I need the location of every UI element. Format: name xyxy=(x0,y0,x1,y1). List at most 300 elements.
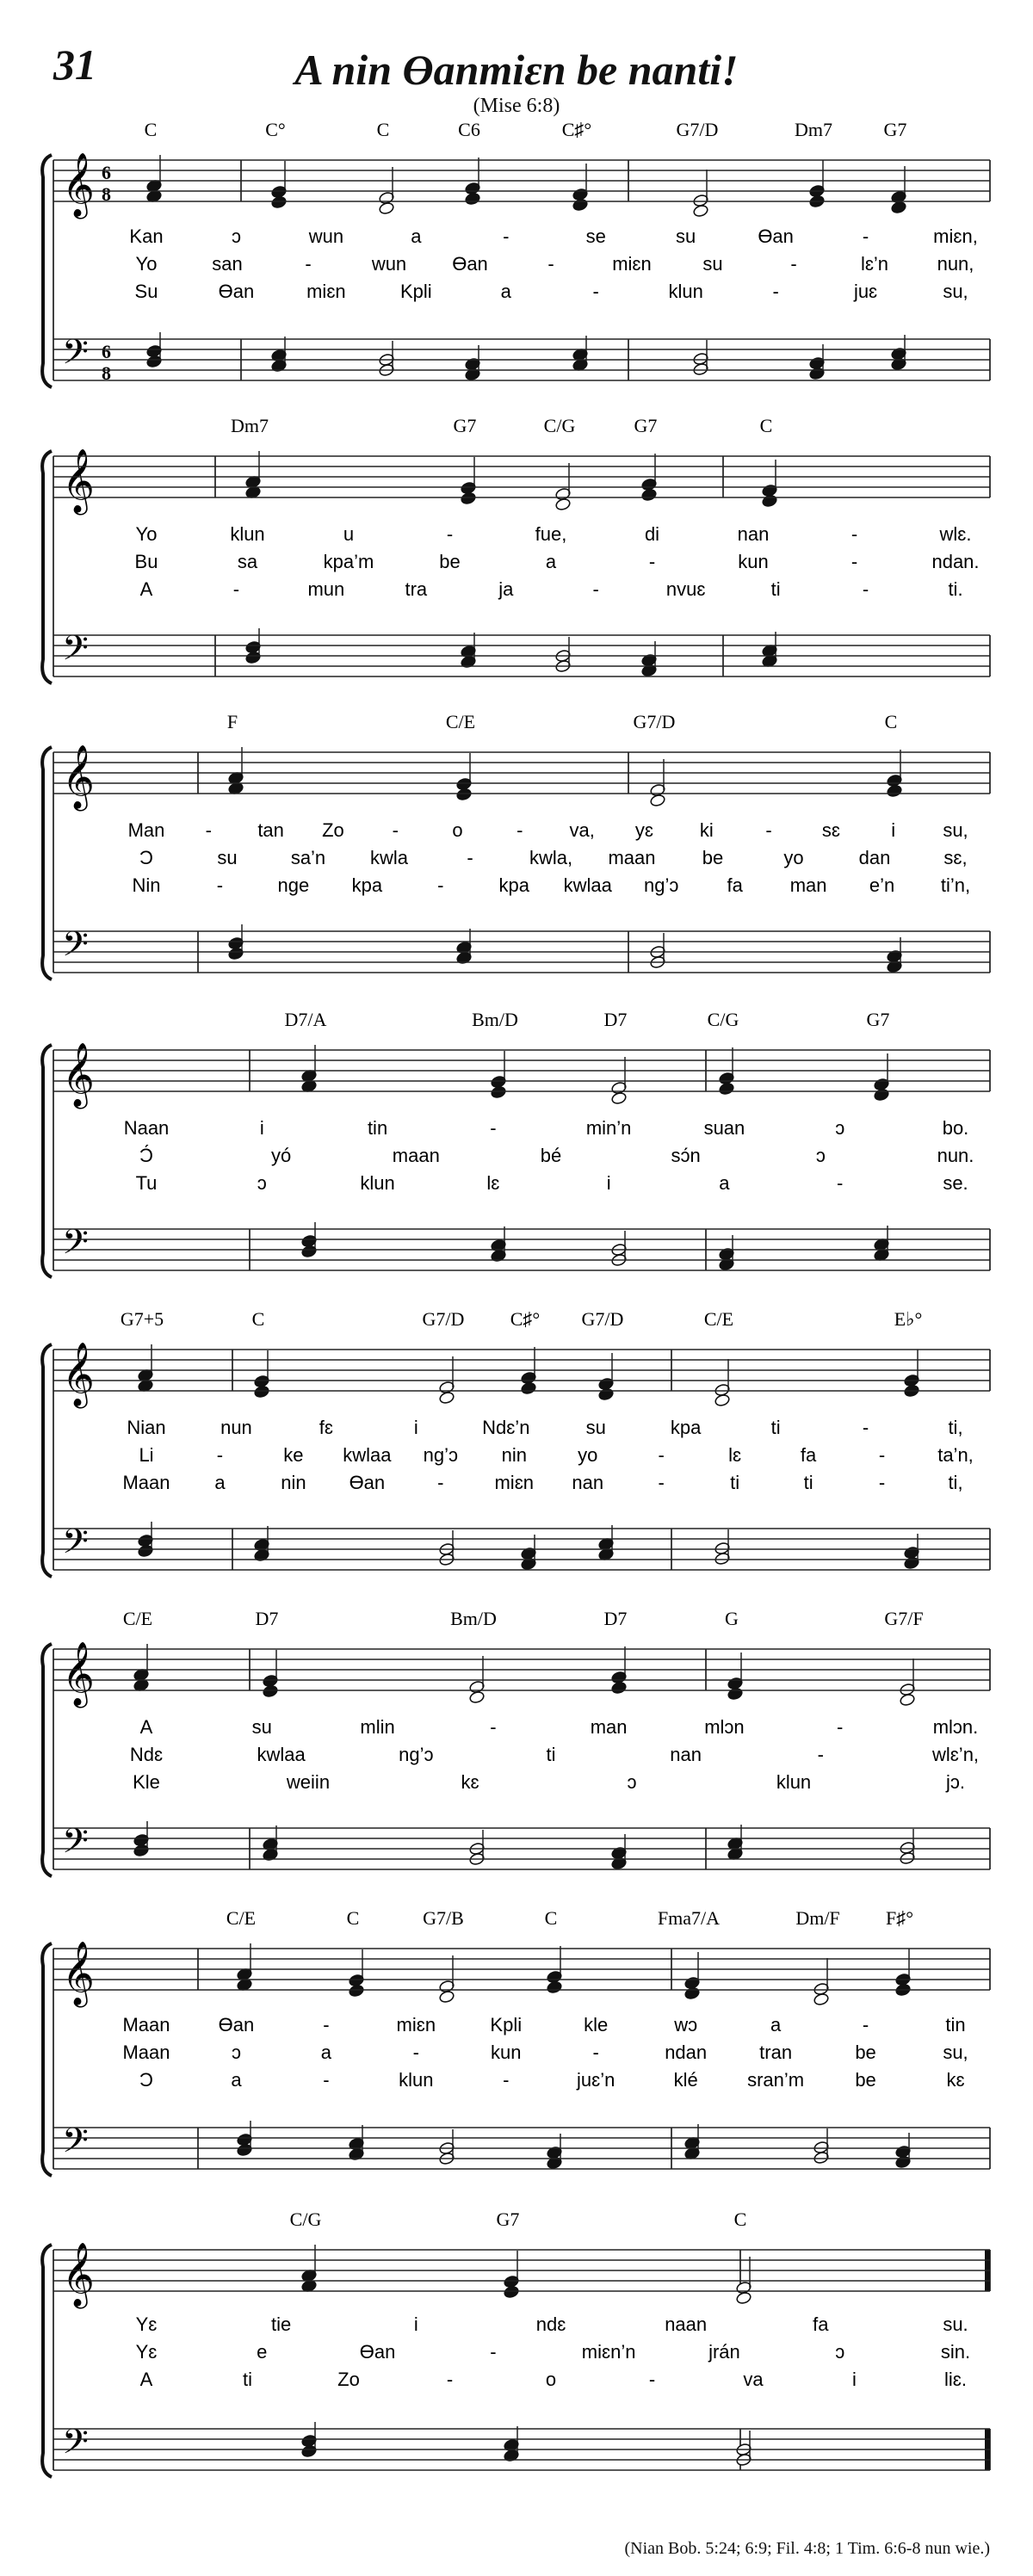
lyric-syllable: - xyxy=(851,551,858,572)
chord-symbol: E♭° xyxy=(894,1308,923,1330)
lyric-syllable: bé xyxy=(540,1145,562,1166)
system-7 xyxy=(42,1907,990,2176)
lyric-syllable: - xyxy=(817,1744,824,1765)
lyric-syllable: a xyxy=(719,1172,730,1194)
lyric-syllable: ja xyxy=(498,578,514,600)
lyric-syllable: kpa xyxy=(351,874,383,896)
note-head xyxy=(521,1381,537,1395)
lyric-syllable: - xyxy=(216,874,224,896)
lyric-syllable: ɔ xyxy=(815,1145,826,1166)
lyric-syllable: - xyxy=(658,1444,665,1466)
note-head xyxy=(598,1387,615,1401)
bass-clef-icon: 𝄢 xyxy=(62,628,89,676)
lyric-syllable: kwlaa xyxy=(257,1744,306,1765)
chord-symbol: G7/D xyxy=(581,1308,624,1330)
lyric-syllable: wɔ xyxy=(674,2014,698,2035)
note-head xyxy=(719,1082,735,1096)
lyric-syllable: - xyxy=(503,2069,510,2091)
bass-time-sig-top: 6 xyxy=(102,341,111,362)
bass-time-sig-bottom: 8 xyxy=(102,362,111,384)
note-head xyxy=(465,192,481,206)
chord-symbol: C♯° xyxy=(561,119,592,140)
lyric-syllable: bo. xyxy=(942,1117,969,1139)
lyric-syllable: Ɔ xyxy=(139,2069,153,2091)
lyric-syllable: nun, xyxy=(937,253,974,275)
lyric-syllable: kwla xyxy=(369,847,409,868)
lyric-syllable: mlɔn xyxy=(704,1716,745,1738)
note-head xyxy=(491,1085,507,1099)
note-head xyxy=(714,1393,731,1407)
lyric-syllable: A xyxy=(139,1716,153,1738)
lyric-syllable: Ɵan xyxy=(452,253,488,275)
lyric-syllable: juɛ’n xyxy=(577,2069,615,2091)
lyric-syllable: - xyxy=(658,1472,665,1493)
lyric-syllable: ng’ɔ xyxy=(423,1444,458,1466)
note-head xyxy=(469,1690,486,1704)
note-head xyxy=(693,204,709,218)
lyric-syllable: se. xyxy=(943,1172,968,1194)
lyric-syllable: Ɔ́ xyxy=(139,1145,153,1166)
chord-symbol: G7/F xyxy=(884,1608,924,1629)
chord-symbol: G7 xyxy=(496,2208,520,2230)
lyric-syllable: su. xyxy=(943,2313,968,2335)
lyric-syllable: miɛn xyxy=(306,281,346,302)
lyric-syllable: Kpli xyxy=(399,281,432,302)
lyric-syllable: a xyxy=(770,2014,782,2035)
lyric-syllable: Tu xyxy=(135,1172,158,1194)
lyric-syllable: ɔ xyxy=(835,2341,845,2363)
bass-staff xyxy=(53,635,990,676)
lyric-syllable: mlin xyxy=(360,1716,395,1738)
system-4 xyxy=(42,1009,990,1277)
chord-symbol: F♯° xyxy=(885,1907,914,1929)
note-head xyxy=(439,1391,455,1405)
system-8 xyxy=(42,2208,990,2477)
chord-symbol: C/E xyxy=(122,1608,153,1629)
lyric-syllable: Zo xyxy=(337,2369,360,2390)
lyric-syllable: su xyxy=(251,1716,272,1738)
chord-symbol: C/G xyxy=(707,1009,739,1030)
lyric-syllable: Kpli xyxy=(490,2014,523,2035)
lyric-syllable: - xyxy=(862,578,869,600)
lyric-syllable: ti’n, xyxy=(940,874,971,896)
chord-symbol: C xyxy=(733,2208,747,2230)
lyric-syllable: Maan xyxy=(122,1472,170,1493)
note-head xyxy=(813,1992,830,2006)
lyric-syllable: nge xyxy=(277,874,310,896)
lyric-syllable: - xyxy=(216,1444,224,1466)
lyric-syllable: a xyxy=(231,2069,242,2091)
chord-symbol: D7 xyxy=(603,1608,628,1629)
treble-clef-icon: 𝄞 xyxy=(62,745,95,809)
lyric-syllable: ndan xyxy=(665,2042,708,2063)
lyric-syllable: i xyxy=(413,2313,418,2335)
lyric-syllable: lɛ xyxy=(486,1172,500,1194)
bass-clef-icon: 𝄢 xyxy=(62,332,89,380)
chord-symbol: G7 xyxy=(453,415,477,436)
treble-clef-icon: 𝄞 xyxy=(62,153,95,217)
chord-symbol: Dm/F xyxy=(795,1907,840,1929)
lyric-syllable: - xyxy=(490,1716,497,1738)
lyric-syllable: Ɵan xyxy=(349,1472,386,1493)
lyric-syllable: klé xyxy=(673,2069,698,2091)
lyric-syllable: ɔ xyxy=(231,2042,241,2063)
lyric-syllable: - xyxy=(503,225,510,247)
lyric-syllable: i xyxy=(413,1417,418,1438)
bass-clef-icon: 𝄢 xyxy=(62,1222,89,1270)
lyric-syllable: - xyxy=(765,819,772,841)
lyric-syllable: e’n xyxy=(869,874,895,896)
lyric-syllable: ki xyxy=(699,819,714,841)
lyric-syllable: Yo xyxy=(135,253,158,275)
lyric-syllable: - xyxy=(547,253,554,275)
lyric-syllable: - xyxy=(490,2341,497,2363)
hymn-number: 31 xyxy=(53,40,96,89)
chord-symbol: Bm/D xyxy=(472,1009,518,1030)
lyric-syllable: ti. xyxy=(948,578,963,600)
lyric-syllable: tin xyxy=(367,1117,388,1139)
lyric-syllable: klun xyxy=(668,281,703,302)
bass-clef-icon: 𝄢 xyxy=(62,1522,89,1570)
lyric-syllable: va xyxy=(743,2369,764,2390)
lyric-syllable: va, xyxy=(569,819,595,841)
lyric-syllable: su xyxy=(217,847,238,868)
chord-symbol: C xyxy=(376,119,390,140)
lyric-syllable: kle xyxy=(584,2014,609,2035)
treble-staff xyxy=(53,1649,990,1690)
lyric-syllable: ng’ɔ xyxy=(644,874,679,896)
lyric-syllable: miɛn xyxy=(612,253,652,275)
lyric-syllable: tran xyxy=(759,2042,793,2063)
lyric-syllable: kun xyxy=(738,551,769,572)
lyric-syllable: ti xyxy=(803,1472,813,1493)
lyric-syllable: fɛ xyxy=(319,1417,333,1438)
footer-references: (Nian Bob. 5:24; 6:9; Fil. 4:8; 1 Tim. 6:6-8 nun wie.) xyxy=(624,2539,990,2558)
lyric-syllable: klun xyxy=(399,2069,434,2091)
lyric-syllable: - xyxy=(467,847,473,868)
lyric-syllable: - xyxy=(323,2014,330,2035)
lyric-syllable: A xyxy=(139,2369,153,2390)
lyric-syllable: Ɵan xyxy=(359,2341,396,2363)
lyric-syllable: a xyxy=(545,551,557,572)
lyric-syllable: suan xyxy=(703,1117,745,1139)
lyric-syllable: - xyxy=(490,1117,497,1139)
lyric-syllable: Li xyxy=(139,1444,154,1466)
lyric-syllable: Maan xyxy=(122,2042,170,2063)
chord-symbol: C/E xyxy=(703,1308,734,1330)
lyric-syllable: tan xyxy=(257,819,284,841)
bass-staff xyxy=(53,1828,990,1869)
lyric-syllable: - xyxy=(516,819,523,841)
chord-symbol: C/E xyxy=(226,1907,257,1929)
system-3 xyxy=(42,711,990,979)
lyric-syllable: - xyxy=(878,1472,886,1493)
chord-symbol: C/G xyxy=(543,415,576,436)
treble-clef-icon: 𝄞 xyxy=(62,1942,95,2005)
chord-symbol: G7/B xyxy=(423,1907,464,1929)
lyric-syllable: ke xyxy=(283,1444,304,1466)
system-bracket xyxy=(42,1943,52,2176)
lyric-syllable: wlɛ. xyxy=(939,523,972,545)
lyric-syllable: Ɵan xyxy=(758,225,794,247)
lyric-syllable: kpa xyxy=(670,1417,702,1438)
note-head xyxy=(727,1687,744,1701)
lyric-syllable: juɛ xyxy=(853,281,878,302)
bass-clef-icon: 𝄢 xyxy=(62,1821,89,1869)
lyric-syllable: sɛ, xyxy=(943,847,968,868)
bass-staff xyxy=(53,1229,990,1270)
lyric-syllable: i xyxy=(852,2369,857,2390)
lyric-syllable: ta’n, xyxy=(937,1444,974,1466)
lyric-syllable: Ndɛ’n xyxy=(482,1417,530,1438)
lyric-syllable: be xyxy=(855,2042,876,2063)
lyric-syllable: ti xyxy=(770,578,781,600)
lyric-syllable: a xyxy=(500,281,511,302)
bass-clef-icon: 𝄢 xyxy=(62,2121,89,2169)
chord-symbol: C xyxy=(544,1907,558,1929)
lyric-syllable: Ndɛ xyxy=(129,1744,164,1765)
lyric-syllable: maan xyxy=(392,1145,440,1166)
note-head xyxy=(736,2291,752,2305)
lyric-syllable: mun xyxy=(307,578,345,600)
lyric-syllable: yó xyxy=(271,1145,292,1166)
chord-symbol: G7/D xyxy=(633,711,676,732)
lyric-syllable: mlɔn. xyxy=(932,1716,979,1738)
lyric-syllable: lɛ’n xyxy=(860,253,889,275)
lyric-syllable: klun xyxy=(230,523,265,545)
lyric-syllable: su xyxy=(585,1417,606,1438)
treble-clef-icon: 𝄞 xyxy=(62,1043,95,1107)
lyric-syllable: miɛn’n xyxy=(581,2341,636,2363)
lyric-syllable: sɔ́n xyxy=(671,1145,701,1166)
lyric-syllable: Yo xyxy=(135,523,158,545)
note-head xyxy=(504,2285,520,2299)
system-bracket xyxy=(42,1344,52,1577)
lyric-syllable: nin xyxy=(501,1444,527,1466)
lyric-syllable: - xyxy=(837,1716,844,1738)
note-head xyxy=(263,1684,279,1698)
lyric-syllable: yo xyxy=(783,847,804,868)
lyric-syllable: su xyxy=(702,253,723,275)
lyric-syllable: sa xyxy=(237,551,258,572)
lyric-syllable: ti xyxy=(546,1744,556,1765)
lyric-syllable: wlɛ’n, xyxy=(931,1744,980,1765)
chord-symbol: C♯° xyxy=(510,1308,541,1330)
lyric-syllable: su, xyxy=(943,819,968,841)
lyric-syllable: ndan. xyxy=(931,551,980,572)
lyric-syllable: fa xyxy=(813,2313,829,2335)
lyric-syllable: - xyxy=(862,2014,869,2035)
lyric-syllable: Ɔ xyxy=(139,847,153,868)
lyric-syllable: Kan xyxy=(129,225,164,247)
lyric-syllable: ti, xyxy=(948,1472,963,1493)
lyric-syllable: - xyxy=(790,253,797,275)
lyric-syllable: tie xyxy=(271,2313,292,2335)
lyric-syllable: kɛ xyxy=(461,1771,479,1793)
chord-symbol: G7/D xyxy=(676,119,719,140)
lyric-syllable: A xyxy=(139,578,153,600)
lyric-syllable: nun. xyxy=(937,1145,974,1166)
lyric-syllable: o xyxy=(545,2369,557,2390)
lyric-syllable: be xyxy=(439,551,461,572)
lyric-syllable: - xyxy=(851,523,858,545)
system-bracket xyxy=(42,1644,52,1876)
lyric-syllable: kwlaa xyxy=(343,1444,392,1466)
note-head xyxy=(254,1385,270,1399)
chord-symbol: C xyxy=(144,119,158,140)
lyric-syllable: a xyxy=(214,1472,226,1493)
treble-clef-icon: 𝄞 xyxy=(62,1642,95,1706)
lyric-syllable: tra xyxy=(405,578,428,600)
lyric-syllable: nan xyxy=(737,523,770,545)
lyric-syllable: - xyxy=(437,874,444,896)
lyric-syllable: - xyxy=(648,2369,656,2390)
lyric-syllable: Bu xyxy=(134,551,158,572)
chord-symbol: G7+5 xyxy=(120,1308,164,1330)
chord-symbol: G7 xyxy=(866,1009,890,1030)
note-head xyxy=(887,784,903,798)
chord-symbol: C xyxy=(346,1907,360,1929)
lyric-syllable: fa xyxy=(800,1444,817,1466)
treble-staff xyxy=(53,2250,990,2291)
note-head xyxy=(611,1681,628,1695)
note-head xyxy=(650,794,666,807)
lyric-syllable: man xyxy=(590,1716,628,1738)
note-head xyxy=(891,201,907,214)
lyric-syllable: nvuɛ xyxy=(665,578,706,600)
bass-staff xyxy=(53,2429,990,2470)
lyric-syllable: Ɵan xyxy=(218,2014,255,2035)
lyric-syllable: su xyxy=(676,225,696,247)
lyric-syllable: Yɛ xyxy=(135,2313,158,2335)
treble-time-sig-top: 6 xyxy=(102,162,111,183)
note-head xyxy=(349,1984,365,1998)
treble-staff xyxy=(53,1949,990,1990)
treble-staff xyxy=(53,1350,990,1391)
lyric-syllable: min’n xyxy=(585,1117,632,1139)
lyric-syllable: u xyxy=(343,523,355,545)
lyric-syllable: naan xyxy=(665,2313,708,2335)
lyric-syllable: - xyxy=(772,281,779,302)
lyric-syllable: be xyxy=(855,2069,876,2091)
treble-staff xyxy=(53,1050,990,1091)
lyric-syllable: klun xyxy=(776,1771,812,1793)
lyric-syllable: - xyxy=(232,578,240,600)
lyric-syllable: nun xyxy=(220,1417,252,1438)
lyric-syllable: ɔ xyxy=(835,1117,845,1139)
lyric-syllable: se xyxy=(585,225,606,247)
treble-clef-icon: 𝄞 xyxy=(62,449,95,513)
lyric-syllable: kwlaa xyxy=(563,874,612,896)
treble-staff xyxy=(53,456,990,497)
system-6 xyxy=(42,1608,990,1876)
note-head xyxy=(572,198,589,212)
lyric-syllable: fa xyxy=(727,874,743,896)
lyric-syllable: Kle xyxy=(133,1771,160,1793)
lyric-syllable: a xyxy=(411,225,422,247)
lyric-syllable: - xyxy=(592,281,599,302)
chord-symbol: G7/D xyxy=(422,1308,465,1330)
lyric-syllable: ng’ɔ xyxy=(399,1744,434,1765)
note-head xyxy=(555,497,572,511)
chord-symbol: G7 xyxy=(883,119,907,140)
lyric-syllable: - xyxy=(648,551,656,572)
lyric-syllable: liɛ. xyxy=(944,2369,967,2390)
lyric-syllable: - xyxy=(412,2042,419,2063)
lyric-syllable: - xyxy=(837,1172,844,1194)
chord-symbol: C6 xyxy=(458,119,480,140)
chord-symbol: D7 xyxy=(255,1608,279,1629)
note-head xyxy=(762,494,778,508)
lyric-syllable: ti xyxy=(730,1472,740,1493)
lyric-syllable: - xyxy=(323,2069,330,2091)
lyric-syllable: ɔ xyxy=(627,1771,637,1793)
lyric-syllable: - xyxy=(305,253,312,275)
lyric-syllable: kɛ xyxy=(946,2069,965,2091)
lyric-syllable: i xyxy=(259,1117,264,1139)
lyric-syllable: ɔ xyxy=(257,1172,267,1194)
lyric-syllable: sa’n xyxy=(290,847,326,868)
note-head xyxy=(547,1980,563,1994)
lyric-syllable: Naan xyxy=(123,1117,170,1139)
treble-clef-icon: 𝄞 xyxy=(62,2243,95,2307)
note-head xyxy=(271,195,288,209)
lyric-syllable: - xyxy=(592,2042,599,2063)
lyric-syllable: - xyxy=(205,819,212,841)
lyric-syllable: kpa xyxy=(498,874,530,896)
chord-symbol: C/E xyxy=(445,711,476,732)
bass-staff xyxy=(53,931,990,973)
lyric-syllable: Man xyxy=(127,819,165,841)
treble-staff xyxy=(53,160,990,201)
chord-symbol: C xyxy=(759,415,773,436)
lyric-syllable: su, xyxy=(943,281,968,302)
lyric-syllable: yɛ xyxy=(634,819,654,841)
lyric-syllable: san xyxy=(212,253,243,275)
system-5 xyxy=(42,1308,990,1577)
lyric-syllable: miɛn, xyxy=(933,225,978,247)
lyric-syllable: miɛn xyxy=(396,2014,436,2035)
lyric-syllable: i xyxy=(891,819,896,841)
lyric-syllable: ti xyxy=(770,1417,781,1438)
lyric-syllable: wun xyxy=(308,225,344,247)
lyric-syllable: Zo xyxy=(322,819,344,841)
lyric-syllable: ndɛ xyxy=(535,2313,566,2335)
lyric-syllable: - xyxy=(862,225,869,247)
lyric-syllable: yo xyxy=(578,1444,598,1466)
lyric-syllable: wun xyxy=(371,253,407,275)
lyric-syllable: sin. xyxy=(940,2341,971,2363)
chord-symbol: D7/A xyxy=(284,1009,327,1030)
chord-symbol: F xyxy=(226,711,238,732)
lyric-syllable: Maan xyxy=(122,2014,170,2035)
lyric-syllable: Su xyxy=(134,281,158,302)
lyric-syllable: kwla, xyxy=(529,847,573,868)
lyric-syllable: be xyxy=(702,847,724,868)
lyric-syllable: - xyxy=(392,819,399,841)
lyric-syllable: - xyxy=(862,1417,869,1438)
treble-time-sig-bottom: 8 xyxy=(102,183,111,205)
note-head xyxy=(439,1990,455,2004)
lyric-syllable: a xyxy=(320,2042,332,2063)
note-head xyxy=(456,788,473,801)
chord-symbol: C° xyxy=(265,119,286,140)
lyric-syllable: klun xyxy=(360,1172,395,1194)
lyric-syllable: ti, xyxy=(948,1417,963,1438)
lyric-syllable: ɔ xyxy=(231,225,241,247)
note-head xyxy=(641,488,658,502)
system-bracket xyxy=(42,2245,52,2477)
